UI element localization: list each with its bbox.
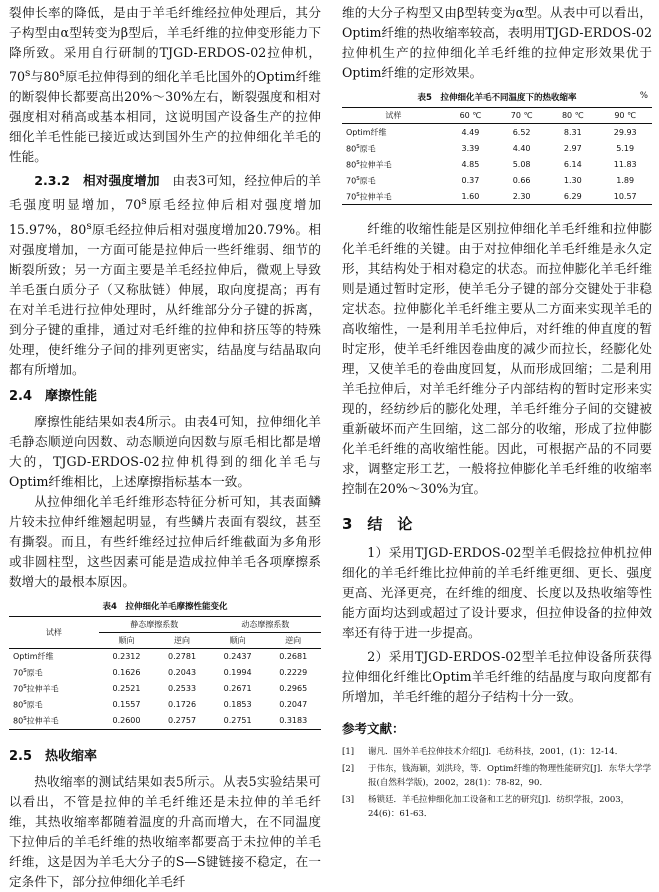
reference-item [342, 745, 652, 759]
table-5-header: 80 ℃ [547, 108, 598, 124]
value-cell: 10.57 [598, 188, 652, 205]
section-2-3-2-body: 由表3可知，经拉伸后的羊毛强度明显增加，70$^s$原毛经拉伸后相对强度增加15.97%，80$^s$原毛经拉伸后相对强度增加20.79%。相对强度增加，一方面可能是拉伸后一些纤维弱、细节的断裂所致；另一方面主要是羊毛经拉伸后，微观上导致羊毛蛋白质分子（又称肽链）伸展，取向度提高；再有在对羊毛进行拉伸处理时，从纤维部分分子键的拆离，到分子键的重排，通过对毛纤维的拉伸和挤压等的特殊处理，使纤维分子间的排列更密实，结晶度与结晶取向都有所增加。 [9, 173, 322, 377]
value-cell: 0.2229 [279, 668, 308, 678]
value-cell: 0.2521 [112, 684, 141, 694]
table-4-row [9, 665, 321, 681]
table-5-header: 90 ℃ [598, 108, 652, 124]
value-cell: 5.19 [616, 143, 635, 153]
value-cell: 0.2965 [279, 684, 308, 694]
table-5-row [342, 124, 652, 141]
table-4-row [9, 648, 321, 665]
value-cell: 0.1853 [223, 700, 252, 710]
value-cell: 5.08 [512, 159, 531, 169]
reference-item [342, 762, 652, 790]
value-cell: 1.60 [445, 188, 496, 205]
value-cell: 8.31 [563, 127, 582, 137]
value-cell: 6.52 [512, 127, 531, 137]
section-2-4-heading: 2.4 摩擦性能 [9, 388, 98, 404]
value-cell: 2.97 [563, 143, 582, 153]
table-5-row [342, 156, 652, 172]
table-5-header: 试样 [342, 108, 445, 124]
value-cell: 0.2600 [99, 713, 155, 730]
value-cell: 29.93 [613, 127, 637, 137]
friction-paragraph-1: 摩擦性能结果如表4所示。由表4可知，拉伸细化羊毛静态顺逆向因数、动态顺逆向因数与原毛相比都是增大的，TJGD-ERDOS-02拉伸机得到的细化羊毛与Optim纤维相比，上述摩擦指标基本一致。 [9, 413, 321, 489]
value-cell: 0.2437 [223, 652, 252, 662]
paragraph-elongation: 裂伸长率的降低，是由于羊毛纤维经拉伸处理后，其分子构型由α型转变为β型后，羊毛纤维的拉伸变形能力下降所致。采用自行研制的TJGD-ERDOS-02拉伸机，70$^s$与80$^s$原毛拉伸得到的细化羊毛比国外的Optim纤维的断裂伸长都要高出20%～30%左右，断裂强度和相对强度相对稍高或基本相同，这说明国产设备生产的拉伸细化羊毛性能已接近或达到国外生产的拉伸细化羊毛的性能。 [9, 5, 322, 165]
value-cell: 4.40 [512, 143, 531, 153]
table-4-header-dynamic: 动态摩擦系数 [210, 616, 321, 632]
sample-name-cell: 80$^s$原毛 [13, 698, 43, 710]
references-heading: 参考文献： [342, 721, 405, 736]
right-column [342, 3, 652, 824]
value-cell: 0.1626 [112, 668, 141, 678]
conclusion-item-2: 2）采用TJGD-ERDOS-02型羊毛拉伸设备所获得拉伸细化纤维比Optim羊毛纤维的结晶度与取向度都有所增加，羊毛纤维的超分子结构十分一致。 [342, 649, 652, 704]
value-cell: 0.2681 [279, 652, 308, 662]
table-5-unit: % [639, 91, 648, 101]
conclusion-heading: 3 结 论 [342, 515, 413, 533]
value-cell: 0.2781 [168, 652, 197, 662]
section-2-3-2-title: 相对强度增加 [83, 173, 160, 189]
reference-text: 于伟东，钱海颖，刘洪玲，等．Optim纤维的物理性能研究[J]．东华大学学报(自然科学版)，2002，28(1)：78-82，90． [368, 764, 652, 788]
value-cell: 0.2043 [168, 668, 197, 678]
sample-name-cell: 80$^s$原毛 [346, 141, 376, 154]
table-4-header-static: 静态摩擦系数 [99, 616, 210, 632]
friction-paragraph-2: 从拉伸细化羊毛纤维形态特征分析可知，其表面鳞片较未拉伸纤维翘起明显，有些鳞片表面有裂纹，甚至有撕裂。而且，有些纤维经过拉伸后纤维截面为多角形或非圆柱型，这些因素可能是造成拉伸羊毛各项摩擦系数增大的最根本原因。 [9, 493, 321, 589]
reference-number: [3] [342, 795, 355, 805]
reference-number: [1] [342, 747, 355, 757]
value-cell: 0.2312 [112, 652, 141, 662]
sample-name-cell: 80$^s$拉伸羊毛 [346, 157, 392, 170]
table-4-row [9, 681, 321, 697]
table-4-header-sample: 试样 [9, 616, 99, 648]
value-cell: 0.3183 [265, 713, 321, 730]
value-cell: 4.49 [461, 127, 480, 137]
value-cell: 0.2757 [154, 713, 210, 730]
reference-text: 杨锁廷．羊毛拉伸细化加工设备和工艺的研究[J]．纺织学报，2003，24(6)：61-63． [368, 795, 630, 819]
table-5-row [342, 140, 652, 156]
sample-name-cell: 70$^s$原毛 [13, 666, 43, 678]
sample-name-cell: Optim纤维 [13, 652, 54, 662]
references-list [342, 745, 652, 821]
value-cell: 6.29 [547, 188, 598, 205]
heat-shrinkage-paragraph: 热收缩率的测试结果如表5所示。从表5实验结果可以看出，不管是拉伸的羊毛纤维还是未拉伸的羊毛纤维，其热收缩率都随着温度的升高而增大，在不同温度下拉伸后的羊毛纤维的热收缩率都要高于未拉伸的羊毛纤维，这是因为羊毛大分子的S—S键链接不稳定，在一定条件下，部分拉伸细化羊毛纤 [9, 773, 321, 889]
section-2-3-2-paragraph [9, 171, 321, 379]
table-5-shrinkage [342, 107, 652, 205]
table-5-row [342, 172, 652, 188]
sample-name-cell: 70$^s$拉伸羊毛 [342, 188, 445, 205]
shrinkage-discussion-paragraph: 纤维的收缩性能是区别拉伸细化羊毛纤维和拉伸膨化羊毛纤维的关键。由于对拉伸细化羊毛纤维是永久定形，其结构处于相对稳定的状态。而拉伸膨化羊毛纤维则是通过暂时定形，使羊毛分子键的部分交键处于非稳定状态。拉伸膨化羊毛纤维主要从二方面来实现羊毛的高收缩性，一是利用羊毛拉伸后，对纤维的伸直度的暂时定形，使羊毛纤维因卷曲度的减少而拉长，经膨化处理，又使羊毛的卷曲度回复，从而形成回缩；二是利用羊毛拉伸后，对羊毛纤维分子内部结构的暂时定形来实现的，经纺纱后的膨化处理，羊毛纤维分子间的交键被重新破坏而产生回缩，这二部分的收缩，形成了拉伸膨化羊毛纤维的高收缩性能。因此，可根据产品的不同要求，调整定形工艺，一般将拉伸膨化羊毛纤维的收缩率控制在20%～30%为宜。 [342, 221, 652, 496]
table-4-body [9, 648, 321, 729]
value-cell: 6.14 [563, 159, 582, 169]
value-cell: 0.37 [461, 175, 480, 185]
table-5-header: 70 ℃ [496, 108, 547, 124]
table-5-caption [342, 91, 652, 103]
table-5-header: 60 ℃ [445, 108, 496, 124]
value-cell: 3.39 [461, 143, 480, 153]
table-4-subheader: 顺向 [210, 632, 266, 648]
table-4-row [9, 697, 321, 713]
table-4-row [9, 713, 321, 730]
sample-name-cell: 80$^s$拉伸羊毛 [9, 713, 99, 730]
value-cell: 1.89 [616, 175, 635, 185]
table-4-subheader: 逆向 [265, 632, 321, 648]
sample-name-cell: 70$^s$原毛 [346, 173, 376, 186]
section-2-3-2-number: 2.3.2 [34, 173, 71, 189]
value-cell: 0.1557 [112, 700, 141, 710]
sample-name-cell: Optim纤维 [346, 127, 387, 137]
value-cell: 11.83 [613, 159, 637, 169]
conclusion-item-1: 1）采用TJGD-ERDOS-02型羊毛假捻拉伸机拉伸细化的羊毛纤维比拉伸前的羊毛纤维更细、更长、强度更高、光泽更亮，在纤维的细度、长度以及热收缩等性能方面均达到或超过了设计要求，但拉伸设备的拉伸效率还有待于进一步提高。 [342, 545, 652, 640]
value-cell: 0.1726 [168, 700, 197, 710]
value-cell: 0.2751 [210, 713, 266, 730]
value-cell: 0.1994 [223, 668, 252, 678]
shrinkage-continued-paragraph: 维的大分子构型又由β型转变为α型。从表中可以看出，Optim纤维的热收缩率较高，表明用TJGD-ERDOS-02拉伸机生产的拉伸细化羊毛纤维的拉伸定形效果优于Optim纤维的定形效果。 [342, 5, 652, 80]
value-cell: 2.30 [496, 188, 547, 205]
reference-text: 谢凡．国外羊毛拉伸技术介绍[J]．毛纺科技，2001，(1)：12-14． [368, 747, 624, 757]
value-cell: 4.85 [461, 159, 480, 169]
table-4-caption: 表4 拉伸细化羊毛摩擦性能变化 [102, 601, 228, 612]
value-cell: 0.66 [512, 175, 531, 185]
table-5-body [342, 124, 652, 205]
value-cell: 0.2671 [223, 684, 252, 694]
table-5-caption-text: 表5 拉伸细化羊毛不同温度下的热收缩率 [417, 93, 577, 103]
table-5-row [342, 188, 652, 205]
value-cell: 0.2533 [168, 684, 197, 694]
section-2-5-heading: 2.5 热收缩率 [9, 748, 98, 764]
reference-item [342, 793, 652, 821]
table-4-subheader: 逆向 [154, 632, 210, 648]
left-column [9, 3, 321, 892]
value-cell: 0.2047 [279, 700, 308, 710]
value-cell: 1.30 [563, 175, 582, 185]
table-4-subheader: 顺向 [99, 632, 155, 648]
sample-name-cell: 70$^s$拉伸羊毛 [13, 682, 59, 694]
table-4-friction [9, 616, 321, 730]
reference-number: [2] [342, 764, 355, 774]
